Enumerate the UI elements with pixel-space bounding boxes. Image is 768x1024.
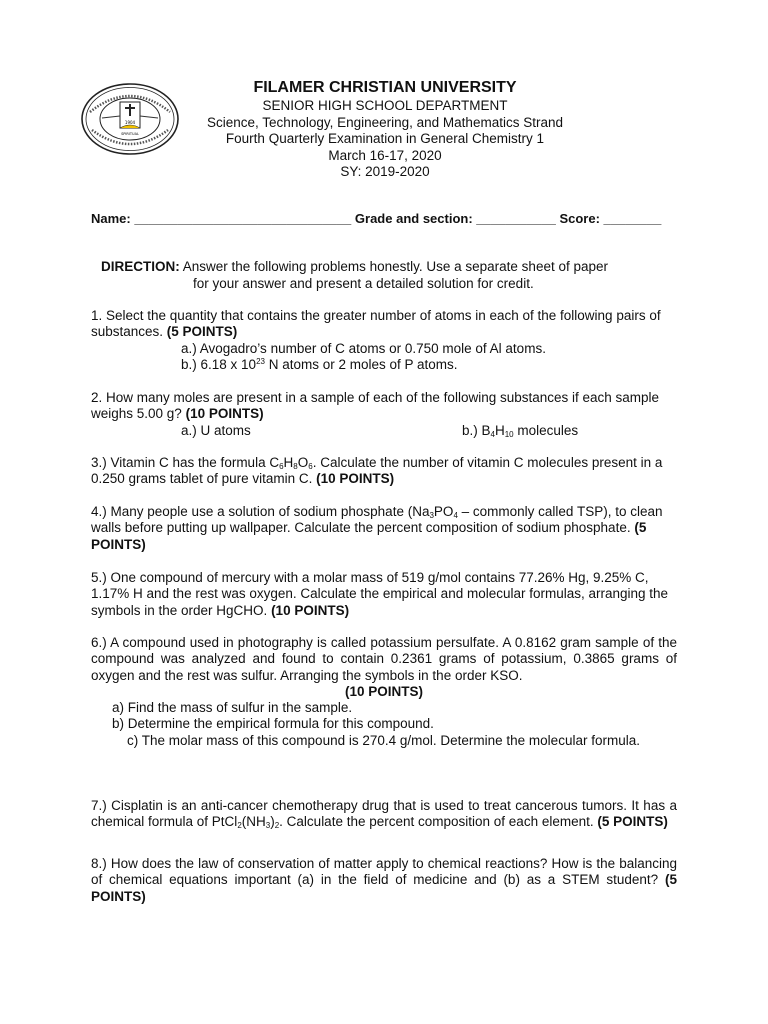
question-6-text: 6.) A compound used in photography is called potassium persulfate. A 0.8162 gram sample of the compound was analyzed and found to contain 0.2361 grams of potassium, 0.3865 grams of oxygen and the rest was sulfur. Arranging the symbols in the order KSO.	[91, 635, 677, 683]
department-name: SENIOR HIGH SCHOOL DEPARTMENT	[262, 98, 508, 113]
question-1-points: (5 POINTS)	[166, 324, 238, 340]
question-2-text: 2. How many moles are present in a sample of each of the following substances if each sample weighs 5.00 g?	[91, 390, 660, 422]
question-1-item-a: a.) Avogadro’s number of C atoms or 0.750 mole of Al atoms.	[181, 340, 546, 356]
direction-label: DIRECTION:	[101, 259, 180, 274]
question-4: 4.) Many people use a solution of sodium phosphate ($Na_3PO_4$ – commonly called TSP), to clean walls before putting up wallpaper. Calculate the percent composition of sodium phosphate. (5 POINTS)	[91, 504, 663, 552]
university-seal-logo	[80, 82, 180, 156]
question-8-points: (5 POINTS)	[91, 872, 677, 904]
question-2	[91, 390, 677, 439]
school-year: SY: 2019-2020	[340, 164, 430, 179]
question-2-item-a: a.) U atoms	[181, 422, 251, 438]
question-7: 7.) Cisplatin is an anti-cancer chemotherapy drug that is used to treat cancerous tumors. It has a chemical formula of $PtCl_2(NH_3)_2$. Calculate the percent composition of each element. (5 POINTS)	[91, 798, 677, 831]
question-5-points: (10 POINTS)	[271, 602, 350, 618]
question-6-item-c: c) The molar mass of this compound is 270.4 g/mol. Determine the molecular formula.	[127, 732, 640, 748]
question-5-text: 5.) One compound of mercury with a molar mass of 519 g/mol contains 77.26% Hg, 9.25% C, 1.17% H and the rest was oxygen. Calculate the empirical and molecular formulas, arranging the symbols in the order HgCHO.	[91, 570, 669, 618]
grade-blank: ___________	[476, 211, 556, 226]
direction-text-2: for your answer and present a detailed solution for credit.	[193, 275, 534, 291]
question-1-text: 1. Select the quantity that contains the greater number of atoms in each of the following pairs of substances.	[91, 308, 661, 340]
strand-name: Science, Technology, Engineering, and Mathematics Strand	[207, 114, 563, 130]
direction-block	[101, 259, 681, 292]
question-1-item-b: b.) 6.18 x $10^{23}$ N atoms or 2 moles of P atoms.	[181, 356, 458, 372]
question-2-points: (10 POINTS)	[185, 406, 264, 422]
question-5	[91, 570, 677, 619]
question-8	[91, 856, 677, 905]
exam-date: March 16-17, 2020	[328, 147, 442, 163]
name-blank: ______________________________	[134, 211, 352, 226]
svg-text:SPIRITUAL: SPIRITUAL	[121, 132, 139, 136]
question-3-points: (10 POINTS)	[316, 471, 395, 487]
question-1	[91, 308, 677, 373]
question-7-points: (5 POINTS)	[597, 814, 668, 830]
name-label: Name:	[91, 211, 131, 226]
question-2-item-b: b.) $B_4H_{10}$ molecules	[462, 422, 579, 439]
question-6-points: (10 POINTS)	[344, 683, 423, 699]
student-info-line	[91, 211, 691, 226]
direction-text-1: Answer the following problems honestly. Use a separate sheet of paper	[179, 259, 608, 274]
question-6-item-a: a) Find the mass of sulfur in the sample.	[112, 700, 353, 716]
exam-title: Fourth Quarterly Examination in General Chemistry 1	[225, 131, 545, 146]
university-name: FILAMER CHRISTIAN UNIVERSITY	[253, 79, 517, 96]
svg-text:1904: 1904	[124, 120, 136, 125]
score-blank: ________	[603, 211, 662, 226]
score-label: Score:	[559, 211, 600, 226]
question-6	[91, 635, 677, 749]
document-header	[180, 78, 590, 181]
question-4-points: (5 POINTS)	[91, 520, 647, 552]
question-8-text: 8.) How does the law of conservation of matter apply to chemical reactions? How is the balancing of chemical equations important (a) in the field of medicine and (b) as a STEM student?	[91, 856, 677, 888]
question-6-item-b: b) Determine the empirical formula for this compound.	[112, 716, 434, 732]
question-3: 3.) Vitamin C has the formula $C_6H_8O_6$. Calculate the number of vitamin C molecules present in a 0.250 grams tablet of pure vitamin C. (10 POINTS)	[91, 455, 663, 487]
grade-label: Grade and section:	[354, 211, 473, 226]
